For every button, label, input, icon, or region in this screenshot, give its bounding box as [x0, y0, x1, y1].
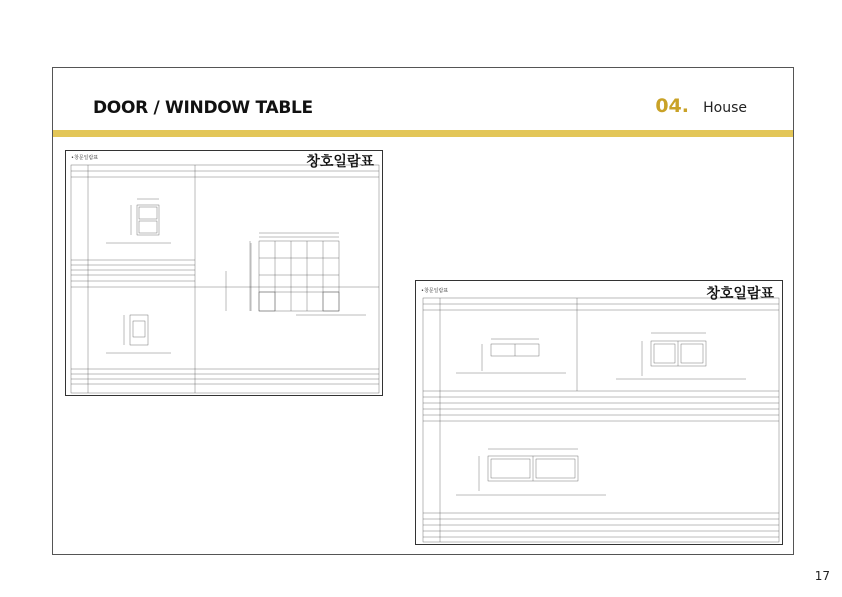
section-number: 04.	[655, 95, 689, 117]
sheet-2-title: 창호일람표	[706, 286, 774, 302]
window-schedule-sheet-2	[415, 280, 783, 545]
sheet-1-drawing	[66, 151, 384, 397]
sheet-1-label: •창문일람표	[71, 155, 99, 161]
sheet-1-title: 창호일람표	[306, 154, 374, 170]
section-name: House	[703, 100, 747, 116]
accent-bar	[53, 130, 793, 137]
page-number: 17	[814, 569, 830, 583]
sheet-2-drawing	[416, 281, 784, 546]
window-schedule-sheet-1	[65, 150, 383, 396]
sheet-2-label: •창문일람표	[421, 288, 449, 294]
slide-frame	[52, 67, 794, 555]
page-title: DOOR / WINDOW TABLE	[93, 98, 313, 118]
